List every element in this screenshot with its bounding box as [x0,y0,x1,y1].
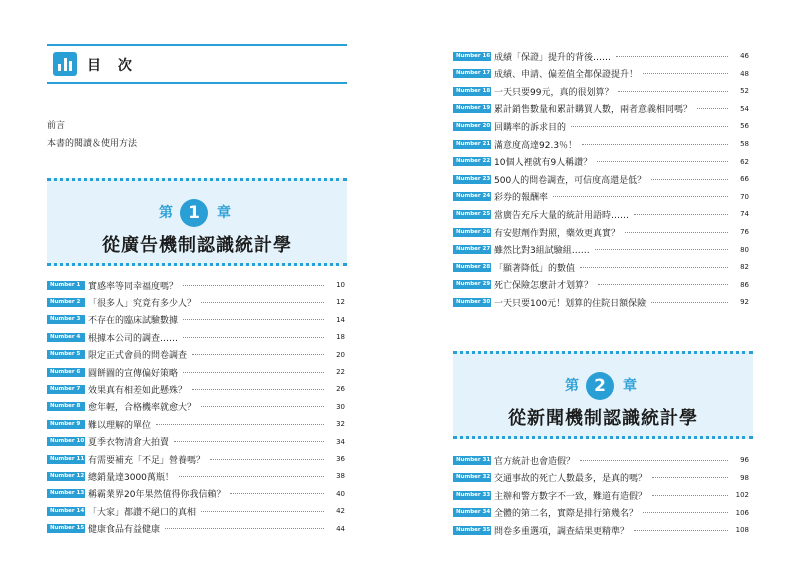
dotted-leader [201,511,324,512]
toc-entry[interactable] [453,84,749,98]
dotted-leader [652,495,728,496]
dotted-leader [183,337,324,338]
entry-title: 不存在的臨床試驗數據 [88,316,179,327]
entry-number-badge: Number 12 [47,472,85,481]
entry-number-badge: Number 32 [453,473,491,482]
entry-title: 全體的第二名，實際是排行第幾名？ [494,509,639,520]
entry-number-badge: Number 1 [47,281,85,290]
entry-title: 根據本公司的調查…… [88,333,179,344]
dotted-leader [618,91,728,92]
entry-page-number: 80 [740,245,749,254]
chapter-prefix: 第 [159,205,173,221]
toc-entry[interactable] [453,137,749,151]
toc-entry[interactable] [453,278,749,292]
entry-page-number: 54 [740,104,749,113]
entry-number-badge: Number 28 [453,263,491,272]
entry-number-badge: Number 22 [453,157,491,166]
entry-page-number: 42 [336,507,345,516]
entry-page-number: 86 [740,280,749,289]
toc-entry[interactable] [47,487,345,501]
intro-preface[interactable]: 前言 [47,121,66,131]
dotted-leader [651,302,728,303]
toc-entry[interactable] [453,471,749,485]
dotted-leader [179,476,324,477]
entry-number-badge: Number 27 [453,245,491,254]
toc-entry[interactable] [453,523,749,537]
toc-entry[interactable] [453,295,749,309]
entry-page-number: 96 [740,456,749,464]
dotted-leader [230,493,324,494]
entry-page-number: 20 [336,350,345,359]
entry-number-badge: Number 23 [453,175,491,184]
entry-number-badge: Number 3 [47,315,85,324]
entry-page-number: 56 [740,122,749,131]
entry-title: 雖然比對3組試驗組…… [494,246,590,257]
entry-title: 有安慰劑作對照，藥效更真實？ [494,228,621,239]
toc-entry[interactable] [453,102,749,116]
dotted-leader [652,477,728,478]
entry-number-badge: Number 15 [47,524,85,533]
entry-page-number: 12 [336,298,345,307]
entry-title: 總銷量達3000萬瓶！ [88,472,174,483]
entry-number-badge: Number 6 [47,368,85,377]
dotted-leader [595,249,728,250]
dotted-leader [192,354,324,355]
entry-number-badge: Number 8 [47,402,85,411]
dotted-leader [697,108,728,109]
entry-page-number: 38 [336,472,345,481]
entry-page-number: 92 [740,298,749,307]
entry-title: 夏季衣物清倉大拍賣 [88,438,170,449]
toc-entry[interactable] [47,330,345,344]
toc-entry[interactable] [453,172,749,186]
entry-title: 「很多人」究竟有多少人？ [88,298,197,309]
toc-entry[interactable] [47,504,345,518]
entry-title: 愈年輕，合格機率就愈大？ [88,403,197,414]
dotted-leader [643,73,728,74]
entry-number-badge: Number 25 [453,210,491,219]
entry-number-badge: Number 19 [453,104,491,113]
entry-title: 交通事故的死亡人數最多，是真的嗎？ [494,474,648,485]
entry-title: 累計銷售數量和累計購買人數，兩者意義相同嗎？ [494,105,693,116]
chapter-suffix: 章 [623,378,637,394]
entry-number-badge: Number 14 [47,507,85,516]
entry-number-badge: Number 30 [453,298,491,307]
entry-number-badge: Number 11 [47,455,85,464]
entry-title: 彩券的報酬率 [494,193,549,204]
entry-page-number: 14 [336,315,345,324]
dotted-leader [597,161,728,162]
entry-number-badge: Number 20 [453,122,491,131]
entry-number-badge: Number 29 [453,280,491,289]
entry-number-badge: Number 21 [453,140,491,149]
entry-page-number: 106 [735,508,749,517]
entry-page-number: 48 [740,69,749,78]
dotted-leader [201,406,324,407]
toc-entry[interactable] [47,348,345,362]
entry-page-number: 34 [336,437,345,446]
toc-entry[interactable] [47,435,345,449]
entry-page-number: 66 [740,175,749,184]
entry-number-badge: Number 16 [453,52,491,61]
entry-page-number: 10 [336,281,345,289]
bar-chart-icon [53,52,77,76]
entry-number-badge: Number 31 [453,456,491,465]
entry-page-number: 36 [336,455,345,463]
entry-page-number: 82 [740,263,749,272]
entry-title: 健康食品有益健康 [88,525,161,536]
entry-number-badge: Number 9 [47,420,85,429]
dotted-leader [156,424,324,425]
entry-page-number: 30 [336,402,345,411]
entry-number-badge: Number 5 [47,350,85,359]
entry-title: 回購率的訴求目的 [494,122,567,133]
entry-page-number: 32 [336,420,345,429]
dotted-leader [616,56,728,57]
toc-entry[interactable] [47,452,345,466]
entry-title: 成績、申請、偏差值全都保證提升！ [494,70,639,81]
entry-title: 效果真有相差如此懸殊？ [88,385,188,396]
dotted-leader [571,126,728,127]
toc-entry[interactable] [47,400,345,414]
dotted-leader [651,179,728,180]
toc-entry[interactable] [453,207,749,221]
entry-number-badge: Number 2 [47,298,85,307]
entry-number-badge: Number 17 [453,69,491,78]
entry-title: 滿意度高達92.3％！ [494,140,578,151]
entry-title: 一天只要100元！划算的住院日額保險 [494,298,647,309]
toc-entry[interactable] [47,417,345,431]
toc-entry[interactable] [453,67,749,81]
entry-page-number: 76 [740,228,749,236]
entry-title: 稱霸業界20年果然值得你我信賴？ [88,490,226,501]
entry-page-number: 52 [740,87,749,96]
toc-entry[interactable] [47,313,345,327]
entry-page-number: 22 [336,368,345,376]
dotted-leader [183,285,324,286]
toc-entry[interactable] [47,295,345,309]
entry-number-badge: Number 33 [453,491,491,500]
entry-number-badge: Number 10 [47,437,85,446]
toc-header [47,44,347,84]
entry-number-badge: Number 13 [47,489,85,498]
dotted-leader [201,302,324,303]
entry-page-number: 70 [740,192,749,201]
entry-page-number: 108 [735,526,749,535]
entry-page-number: 44 [336,524,345,533]
toc-title: 目 次 [87,58,138,74]
dotted-leader [174,441,324,442]
entry-title: 問卷多重選項，調查結果更精準？ [494,526,630,537]
toc-entry[interactable] [453,243,749,257]
dotted-leader [634,530,728,531]
toc-entry[interactable] [453,49,749,63]
dotted-leader [183,319,324,320]
chapter-suffix: 章 [217,205,231,221]
entry-page-number: 74 [740,210,749,219]
toc-entry[interactable] [453,190,749,204]
entry-title: 難以理解的單位 [88,420,152,431]
entry-page-number: 62 [740,157,749,166]
dotted-leader [165,528,324,529]
toc-entry[interactable] [47,469,345,483]
chapter-prefix: 第 [565,378,579,394]
toc-entry[interactable] [453,225,749,239]
intro-how-to-read[interactable]: 本書的閱讀＆使用方法 [47,139,138,149]
dotted-leader [625,232,728,233]
toc-entry[interactable] [453,488,749,502]
toc-entry[interactable] [453,506,749,520]
dotted-leader [553,196,728,197]
entry-title: 一天只要99元，真的很划算？ [494,87,614,98]
entry-page-number: 40 [336,489,345,498]
chapter-number-badge: 1 [180,199,208,227]
entry-title: 「顯著降低」的數值 [494,263,576,274]
entry-number-badge: Number 24 [453,192,491,201]
entry-title: 主辦和警方數字不一致，難道有造假？ [494,491,648,502]
dotted-leader [183,372,324,373]
dotted-leader [634,214,728,215]
toc-entry[interactable] [47,522,345,536]
entry-number-badge: Number 4 [47,333,85,342]
toc-entry[interactable] [453,453,749,467]
toc-entry[interactable] [47,382,345,396]
toc-entry[interactable] [47,365,345,379]
entry-number-badge: Number 35 [453,526,491,535]
entry-title: 限定正式會員的問卷調查 [88,351,188,362]
chapter-title: 從新聞機制認識統計學 [508,408,698,429]
entry-title: 當廣告充斥大量的統計用語時…… [494,210,630,221]
dotted-leader [582,144,728,145]
chapter-number-badge: 2 [586,372,614,400]
entry-page-number: 26 [336,385,345,394]
entry-title: 圓餅圖的宣傳偏好策略 [88,368,179,379]
entry-title: 死亡保險怎麼計才划算？ [494,281,594,292]
entry-title: 實感率等同幸福度嗎？ [88,281,179,292]
chapter-1-box [47,178,347,266]
chapter-title: 從廣告機制認識統計學 [102,235,292,256]
entry-title: 500人的問卷調查，可信度高還是低？ [494,175,647,186]
entry-page-number: 58 [740,140,749,148]
entry-number-badge: Number 26 [453,228,491,237]
dotted-leader [580,267,728,268]
entry-number-badge: Number 34 [453,508,491,517]
entry-title: 成績「保證」提升的背後…… [494,52,612,63]
entry-title: 「大家」都讚不絕口的真相 [88,507,197,518]
dotted-leader [598,284,728,285]
toc-entry[interactable] [453,119,749,133]
dotted-leader [580,460,728,461]
right-page [400,0,799,578]
dotted-leader [210,459,324,460]
entry-title: 有需要補充「不足」營養嗎？ [88,455,206,466]
entry-title: 官方統計也會造假？ [494,456,576,467]
toc-entry[interactable] [47,278,345,292]
entry-page-number: 102 [735,491,749,500]
toc-entry[interactable] [453,155,749,169]
entry-title: 10個人裡就有9人稱讚？ [494,158,593,169]
entry-page-number: 98 [740,473,749,482]
entry-number-badge: Number 7 [47,385,85,394]
entry-page-number: 46 [740,52,749,60]
dotted-leader [643,512,728,513]
dotted-leader [192,389,324,390]
toc-entry[interactable] [453,260,749,274]
chapter-2-box [453,351,753,439]
entry-number-badge: Number 18 [453,87,491,96]
entry-page-number: 18 [336,333,345,342]
